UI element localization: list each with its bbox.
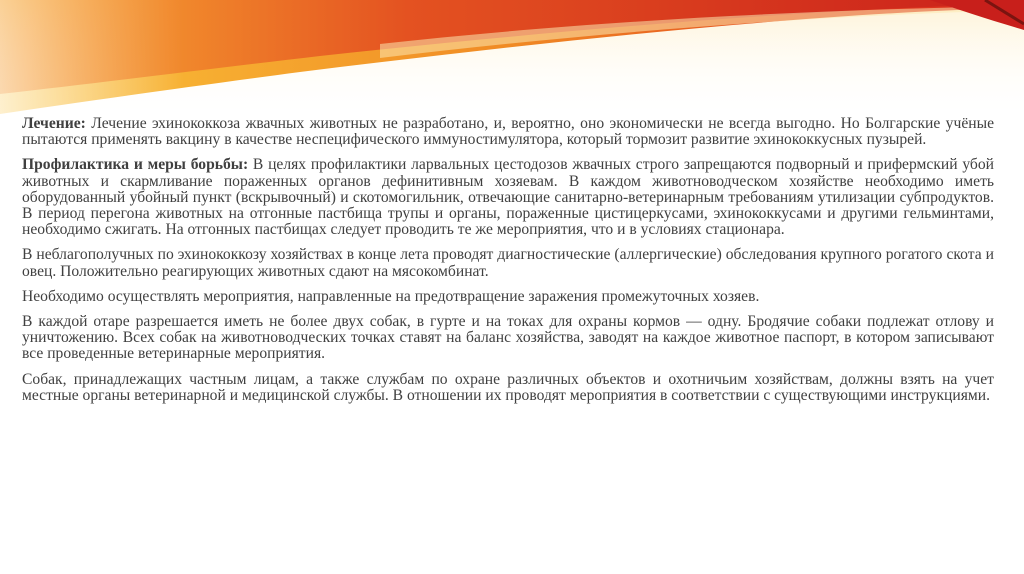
paragraph-text-private-dogs: Собак, принадлежащих частным лицам, а также службам по охране различных объектов и охотничьим хозяйствам, должны взять на учет местные органы ветеринарной и медицинской службы. В отношении их проводят мероприятия в соответствии с существующими инструкциями.	[22, 370, 994, 404]
decorative-banner	[0, 0, 1024, 120]
paragraph-text-dogs-limit: В каждой отаре разрешается иметь не более двух собак, в гурте и на токах для охраны кормов — одну. Бродячие собаки подлежат отлову и уничтожению. Всех собак на животноводческих точках ставят на баланс хозяйства, заводят на каждое животное паспорт, в котором записывают все проведенные ветеринарные мероприятия.	[22, 313, 994, 363]
paragraph-diagnostics	[22, 247, 994, 279]
slide-body-text	[22, 116, 994, 413]
paragraph-heading-prevention: Профилактика и меры борьбы:	[22, 156, 249, 174]
paragraph-prevention	[22, 157, 994, 238]
paragraph-private-dogs	[22, 372, 994, 404]
paragraph-heading-treatment: Лечение:	[22, 115, 86, 132]
paragraph-intermediate-hosts	[22, 289, 994, 305]
paragraph-treatment	[22, 116, 994, 148]
paragraph-text-intermediate-hosts: Необходимо осуществлять мероприятия, направленные на предотвращение заражения промежуточных хозяев.	[22, 287, 760, 305]
paragraph-dogs-limit	[22, 314, 994, 363]
paragraph-text-diagnostics: В неблагополучных по эхинококкозу хозяйствах в конце лета проводят диагностические (аллергические) обследования крупного рогатого скота и овец. Положительно реагирующих животных сдают на мясокомбинат.	[22, 246, 994, 280]
paragraph-text-prevention: В целях профилактики ларвальных цестодозов жвачных строго запрещаются подворный и прифермский убой животных и скармливание пораженных органов дефинитивным хозяевам. В каждом животноводческом хозяйстве необходимо иметь оборудованный убойный пункт (вскрывочный) и скотомогильник, отвечающие санитарно-ветеринарным требованиям утилизации субпродуктов. В период перегона животных на отгонные пастбища трупы и органы, пораженные цистицеркусами, эхинококкусами и другими гельминтами, необходимо сжигать. На отгонных пастбищах следует проводить те же мероприятия, что и в условиях стационара.	[22, 156, 995, 239]
paragraph-text-treatment: Лечение эхинококкоза жвачных животных не разработано, и, вероятно, оно экономически не всегда выгодно. Но Болгарские учёные пытаются применять вакцину в качестве неспецифического иммуностимулятора, который тормозит развитие эхинококкусных пузырей.	[22, 115, 994, 149]
